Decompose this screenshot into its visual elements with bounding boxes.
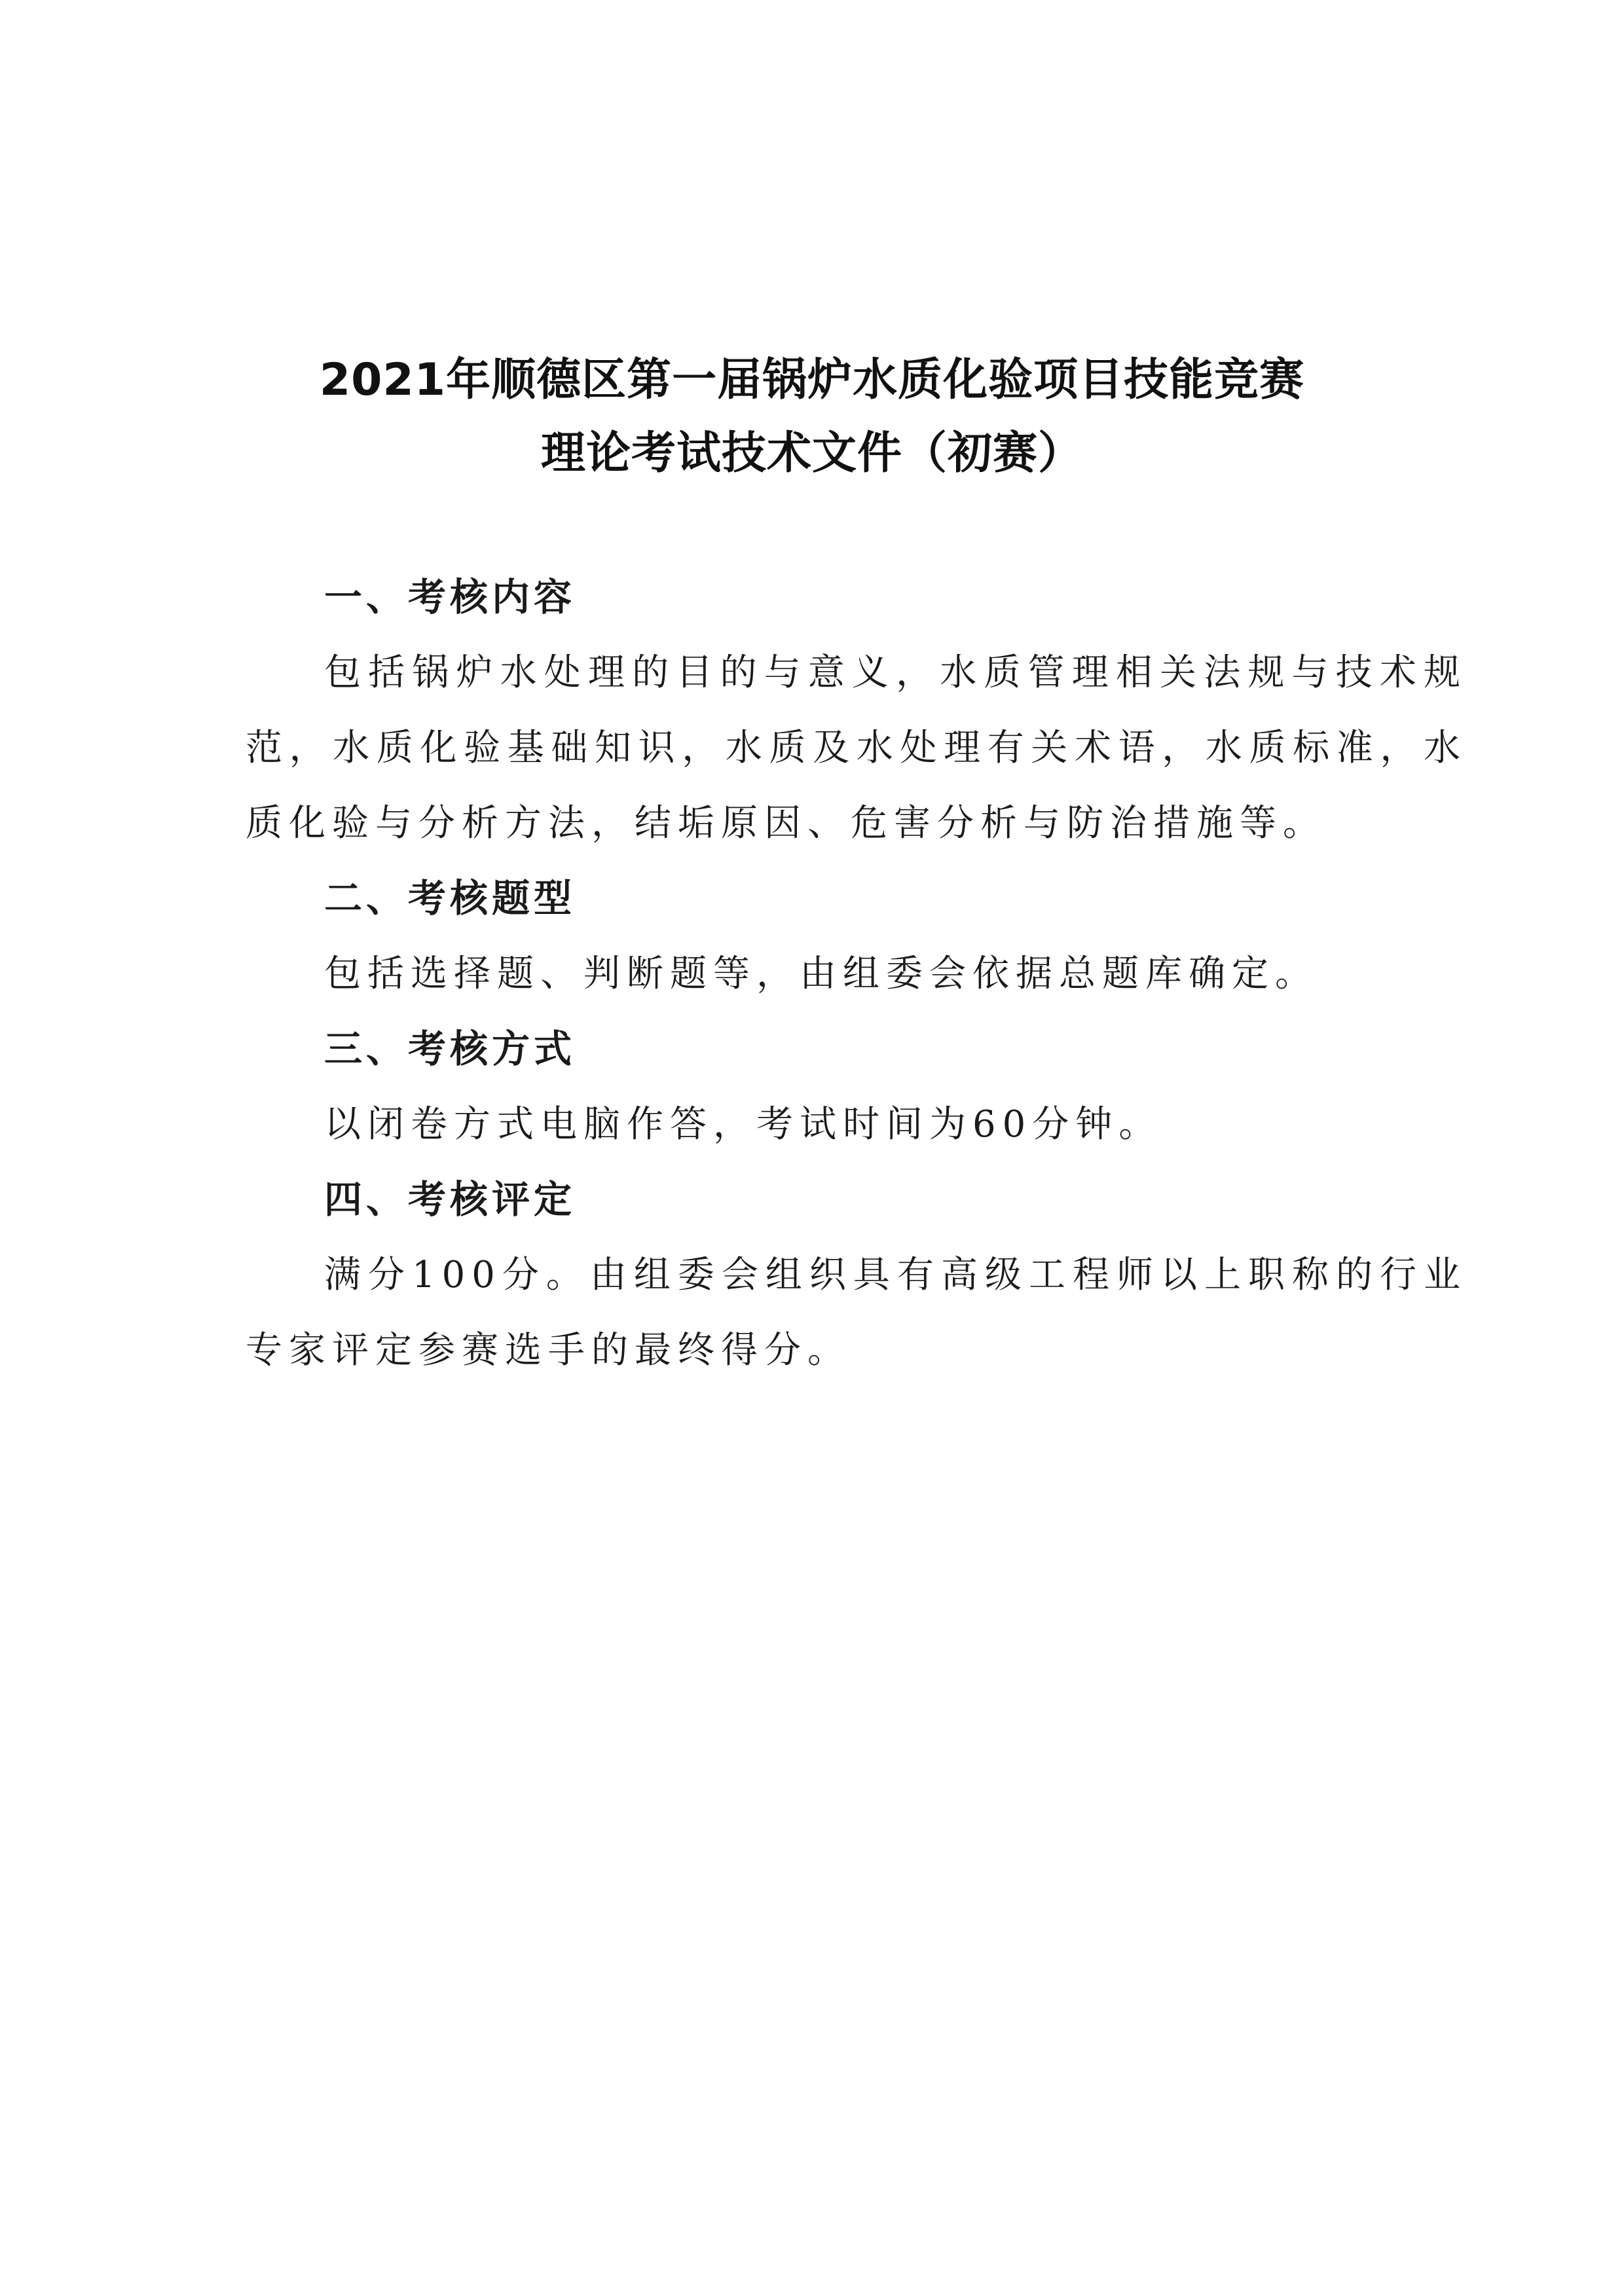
title-line-1: 2021年顺德区第一届锅炉水质化验项目技能竞赛 — [319, 354, 1305, 406]
document-body — [246, 560, 1467, 1388]
section-text-evaluation: 满分100分。由组委会组织具有高级工程师以上职称的行业专家评定参赛选手的最终得分。 — [246, 1254, 1467, 1372]
section-text-content: 包括锅炉水处理的目的与意义，水质管理相关法规与技术规范，水质化验基础知识，水质及水处理有关术语，水质标准，水质化验与分析方法，结垢原因、危害分析与防治措施等。 — [246, 651, 1467, 845]
document-title — [0, 344, 1624, 490]
title-line-2: 理论考试技术文件（初赛） — [540, 428, 1083, 479]
section-text-method: 以闭卷方式电脑作答，考试时间为60分钟。 — [324, 1103, 1162, 1146]
section-heading-content: 一、考核内容 — [324, 575, 576, 619]
section-text-question-types: 包括选择题、判断题等，由组委会依据总题库确定。 — [324, 953, 1318, 995]
section-heading-question-types: 二、考核题型 — [324, 876, 576, 920]
section-heading-method: 三、考核方式 — [324, 1027, 576, 1071]
section-heading-evaluation: 四、考核评定 — [324, 1177, 576, 1222]
